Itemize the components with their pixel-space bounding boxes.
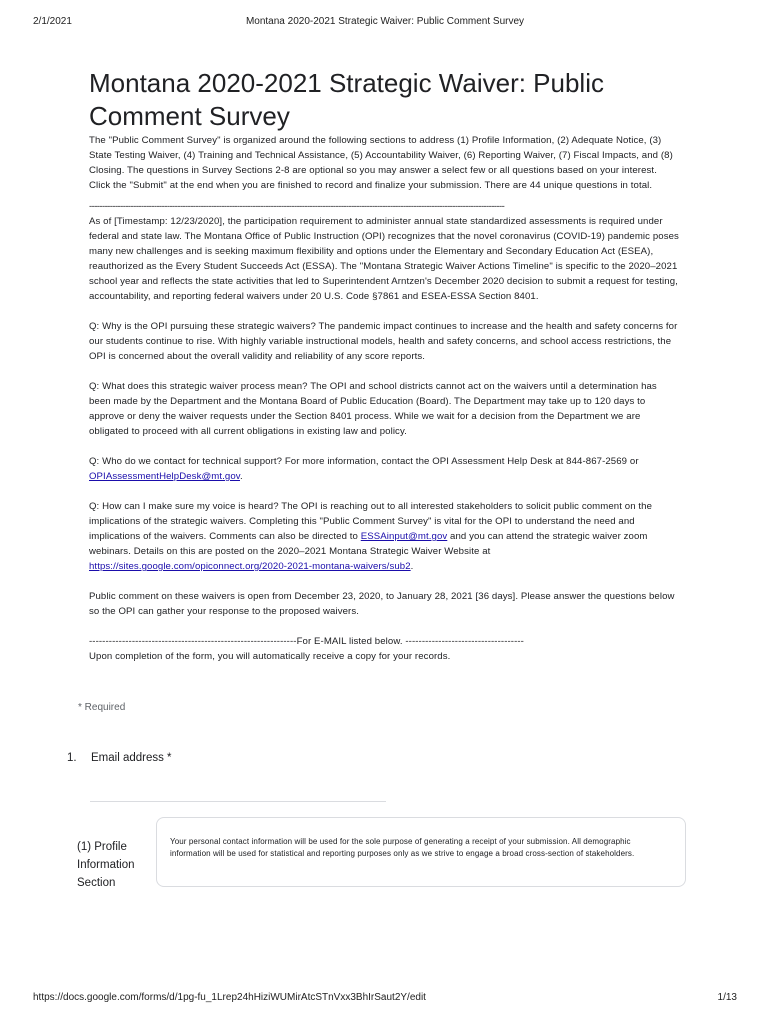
section-description-text: Your personal contact information will be used for the sole purpose of generating a receipt of your submission. All demographic information will be used for statistical and reporting purposes only as we strive to engage a broad cross-section of stakeholders. <box>170 837 635 858</box>
question-number: 1. <box>67 752 77 764</box>
email-field[interactable] <box>90 789 386 802</box>
page-number: 1/13 <box>717 992 737 1003</box>
print-url: https://docs.google.com/forms/d/1pg-fu_1Lrep24hHiziWUMirAtcSTnVxx3BhIrSaut2Y/edit <box>33 992 426 1003</box>
email-divider: ---------------------------------------------------------------For E-MAIL listed below. ------------------------------------ <box>89 636 524 647</box>
divider-line: ---------------------------------------------------------------------------------------------------------------------------------------------------------------- <box>89 201 505 212</box>
intro-paragraph: The "Public Comment Survey" is organized around the following sections to address (1) Profile Information, (2) Adequate Notice, (3) State Testing Waiver, (4) Training and Technical Assistance, (5) Accountability Waiver, (6) Reporting Waiver, (7) Fiscal Impacts, and (8) Closing. The questions in Survey Sections 2-8 are optional so you may answer a select few or all questions based on your interest. Click the "Submit" at the end when you are finished to record and finalize your submission. There are 44 unique questions in total. <box>89 135 673 191</box>
print-footer <box>33 992 737 1006</box>
waiver-website-link[interactable]: https://sites.google.com/opiconnect.org/2020-2021-montana-waivers/sub2 <box>89 561 411 572</box>
faq-who-text: Q: Who do we contact for technical support? For more information, contact the OPI Assessment Help Desk at 844-867-2569 or <box>89 456 639 467</box>
print-doc-title: Montana 2020-2021 Strategic Waiver: Public Comment Survey <box>245 16 525 27</box>
faq-what: Q: What does this strategic waiver process mean? The OPI and school districts cannot act on the waivers until a determination has been made by the Department and the Montana Board of Public Education (Board). The Department may take up to 120 days to approve or deny the waiver requests under the Section 8401 process. While we wait for a decision from the Department we are obligated to proceed with all current obligations in existing law and policy. <box>89 381 657 437</box>
faq-who <box>89 454 679 484</box>
email-question-label: Email address * <box>91 752 172 764</box>
faq-who-end: . <box>239 471 243 482</box>
print-header <box>33 16 737 30</box>
form-title: Montana 2020-2021 Strategic Waiver: Public Comment Survey <box>89 68 604 131</box>
faq-how-text-3: . <box>410 561 414 572</box>
faq-how <box>89 499 679 574</box>
public-comment-paragraph: Public comment on these waivers is open from December 23, 2020, to January 28, 2021 [36 days]. Please answer the questions below so the OPI can gather your response to the proposed waivers. <box>89 591 675 617</box>
section-title-profile: (1) Profile Information Section <box>77 841 135 889</box>
faq-how-text-2: and you can attend the strategic waiver zoom webinars. Details on this are posted on the 2020–2021 Montana Strategic Waiver Website at <box>89 531 648 557</box>
faq-how-text-1: Q: How can I make sure my voice is heard? The OPI is reaching out to all interested stakeholders to solicit public comment on the implications of the strategic waivers. Completing this "Public Comment Survey" is vital for the OPI to understand the need and implications of the waivers. Comments can also be directed to <box>89 501 653 542</box>
print-date: 2/1/2021 <box>33 16 72 27</box>
faq-why: Q: Why is the OPI pursuing these strategic waivers? The pandemic impact continues to increase and the health and safety concerns for our students continue to rise. With highly variable instructional models, health and safety concerns, and school access restrictions, the OPI is concerned about the overall validity and reliability of any score reports. <box>89 321 678 362</box>
completion-note: Upon completion of the form, you will automatically receive a copy for your records. <box>89 651 451 662</box>
helpdesk-email-link[interactable]: OPIAssessmentHelpDesk@mt.gov <box>89 471 240 482</box>
section-description-card <box>156 817 686 887</box>
required-note: * Required <box>78 702 126 713</box>
form-description <box>89 133 679 664</box>
essa-input-email-link[interactable]: ESSAinput@mt.gov <box>360 531 448 542</box>
timestamp-paragraph: As of [Timestamp: 12/23/2020], the participation requirement to administer annual state standardized assessments is required under federal and state law. The Montana Office of Public Instruction (OPI) recognizes that the novel coronavirus (COVID-19) pandemic poses many new challenges and is seeking maximum flexibility and options under the Elementary and Secondary Education Act (ESEA), reauthorized as the Every Student Succeeds Act (ESSA). The "Montana Strategic Waiver Actions Timeline" is specific to the 2020–2021 school year and reflects the state activities that led to Superintendent Arntzen's December 2020 decision to submit a request for testing, accountability, and reporting federal waivers under 20 U.S. Code §7861 and ESEA-ESSA Section 8401. <box>89 216 679 302</box>
